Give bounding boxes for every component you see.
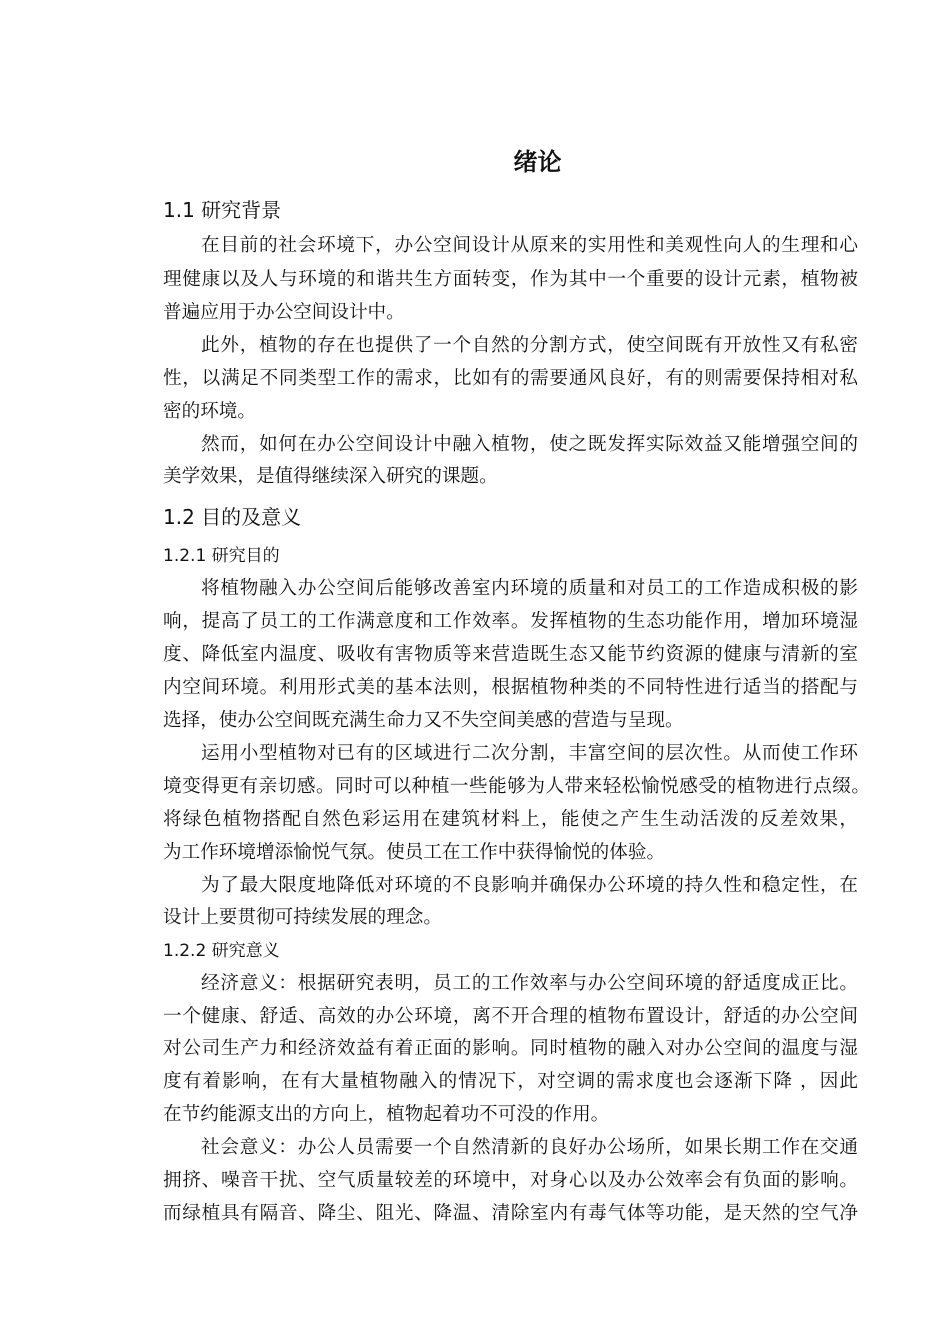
subsection-heading-1-2-2: 1.2.2 研究意义 bbox=[163, 941, 280, 961]
paragraph-line: 在节约能源支出的方向上，植物起着功不可没的作用。 bbox=[163, 1104, 610, 1125]
paragraph-line: 密的环境。 bbox=[163, 401, 256, 422]
paragraph-line: 性，以满足不同类型工作的需求，比如有的需要通风良好，有的则需要保持相对私 bbox=[163, 368, 858, 389]
paragraph-line: 运用小型植物对已有的区域进行二次分割，丰富空间的层次性。从而使工作环 bbox=[201, 743, 858, 764]
paragraph-line: 将绿色植物搭配自然色彩运用在建筑材料上，能使之产生生动活泼的反差效果， bbox=[163, 809, 858, 830]
paragraph-line: 为工作环境增添愉悦气氛。使员工在工作中获得愉悦的体验。 bbox=[163, 842, 666, 863]
paragraph-line: 理健康以及人与环境的和谐共生方面转变，作为其中一个重要的设计元素，植物被 bbox=[163, 269, 858, 290]
paragraph-line: 境变得更有亲切感。同时可以种植一些能够为人带来轻松愉悦感受的植物进行点缀。 bbox=[163, 776, 870, 797]
paragraph-line: 而绿植具有隔音、降尘、阻光、降温、清除室内有毒气体等功能，是天然的空气净 bbox=[163, 1203, 858, 1224]
paragraph-line: 美学效果，是值得继续深入研究的课题。 bbox=[163, 466, 498, 487]
paragraph-line: 社会意义：办公人员需要一个自然清新的良好办公场所，如果长期工作在交通 bbox=[201, 1137, 858, 1158]
paragraph-line: 选择，使办公空间既充满生命力又不失空间美感的营造与呈现。 bbox=[163, 710, 684, 731]
paragraph-line: 为了最大限度地降低对环境的不良影响并确保办公环境的持久性和稳定性，在 bbox=[201, 875, 858, 896]
paragraph-line: 经济意义：根据研究表明，员工的工作效率与办公空间环境的舒适度成正比。 bbox=[201, 973, 858, 994]
paragraph-line: 一个健康、舒适、高效的办公环境，离不开合理的植物布置设计，舒适的办公空间 bbox=[163, 1006, 858, 1027]
paragraph-line: 响，提高了员工的工作满意度和工作效率。发挥植物的生态功能作用，增加环境湿 bbox=[163, 611, 858, 632]
paragraph-line: 在目前的社会环境下，办公空间设计从原来的实用性和美观性向人的生理和心 bbox=[201, 235, 858, 256]
paragraph-line: 度、降低室内温度、吸收有害物质等来营造既生态又能节约资源的健康与清新的室 bbox=[163, 644, 858, 665]
paragraph-line: 度有着影响，在有大量植物融入的情况下，对空调的需求度也会逐渐下降 ，因此 bbox=[163, 1071, 858, 1092]
section-heading-1-1: 1.1 研究背景 bbox=[163, 198, 282, 222]
section-heading-1-2: 1.2 目的及意义 bbox=[163, 505, 302, 529]
paragraph-line: 内空间环境。利用形式美的基本法则，根据植物种类的不同特性进行适当的搭配与 bbox=[163, 677, 858, 698]
paragraph-line: 普遍应用于办公空间设计中。 bbox=[163, 302, 405, 323]
paragraph-line: 将植物融入办公空间后能够改善室内环境的质量和对员工的工作造成积极的影 bbox=[201, 578, 858, 599]
paragraph-line: 然而，如何在办公空间设计中融入植物，使之既发挥实际效益又能增强空间的 bbox=[201, 434, 858, 455]
subsection-heading-1-2-1: 1.2.1 研究目的 bbox=[163, 546, 280, 566]
page-title: 绪论 bbox=[513, 148, 562, 176]
paragraph-line: 此外，植物的存在也提供了一个自然的分割方式，使空间既有开放性又有私密 bbox=[201, 335, 858, 356]
paragraph-line: 对公司生产力和经济效益有着正面的影响。同时植物的融入对办公空间的温度与湿 bbox=[163, 1038, 858, 1059]
paragraph-line: 设计上要贯彻可持续发展的理念。 bbox=[163, 907, 442, 928]
paragraph-line: 拥挤、噪音干扰、空气质量较差的环境中，对身心以及办公效率会有负面的影响。 bbox=[163, 1170, 858, 1191]
